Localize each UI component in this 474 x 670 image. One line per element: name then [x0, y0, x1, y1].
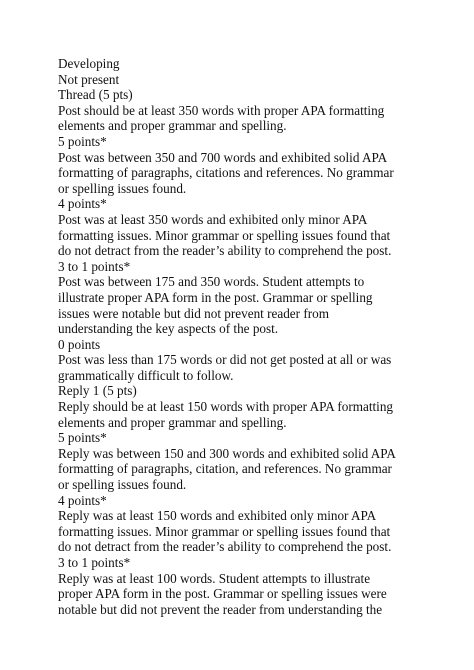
text-line: Post was between 175 and 350 words. Student attempts to — [58, 274, 365, 290]
text-line: Reply was at least 100 words. Student attempts to illustrate — [58, 570, 371, 586]
text-line: illustrate proper APA form in the post. Grammar or spelling — [58, 289, 373, 305]
text-line: formatting of paragraphs, citation, and references. No grammar — [58, 461, 392, 477]
text-line: understanding the key aspects of the post. — [58, 321, 279, 337]
text-line: formatting issues. Minor grammar or spelling issues found that — [58, 523, 391, 539]
points-label: 3 to 1 points* — [58, 555, 131, 570]
text-line: Reply was at least 150 words and exhibited only minor APA — [58, 508, 377, 524]
document-body — [58, 56, 466, 617]
text-line: grammatically difficult to follow. — [58, 367, 234, 383]
text-line: formatting issues. Minor grammar or spelling issues found that — [58, 227, 391, 243]
rubric-level-label: Developing — [58, 56, 120, 71]
points-label: 5 points* — [58, 133, 107, 149]
points-label: 3 to 1 points* — [58, 258, 131, 274]
text-line: do not detract from the reader’s ability to comprehend the post. — [58, 539, 392, 555]
text-line: issues were notable but did not prevent reader from — [58, 305, 329, 321]
text-line: Post was less than 175 words or did not get posted at all or was — [58, 352, 392, 368]
points-label: 0 points — [58, 336, 101, 352]
rubric-level-label: Not present — [58, 71, 120, 87]
text-line: or spelling issues found. — [58, 477, 187, 493]
text-line: Reply should be at least 150 words with proper APA formatting — [58, 399, 394, 415]
points-label: 4 points* — [58, 492, 107, 508]
section-heading-reply: Reply 1 (5 pts) — [58, 383, 137, 399]
section-heading-thread: Thread (5 pts) — [58, 87, 133, 103]
text-line: proper APA form in the post. Grammar or spelling issues were — [58, 586, 387, 602]
text-line: Post was between 350 and 700 words and exhibited solid APA — [58, 149, 388, 165]
text-line: Post should be at least 350 words with proper APA formatting — [58, 102, 385, 118]
text-line: elements and proper grammar and spelling. — [58, 118, 287, 134]
text-line: do not detract from the reader’s ability to comprehend the post. — [58, 243, 392, 259]
text-line: elements and proper grammar and spelling. — [58, 414, 287, 430]
points-label: 5 points* — [58, 430, 107, 446]
text-line: Post was at least 350 words and exhibited only minor APA — [58, 211, 368, 227]
text-line: formatting of paragraphs, citations and references. No grammar — [58, 165, 394, 181]
text-line: or spelling issues found. — [58, 180, 187, 196]
text-line: notable but did not prevent the reader from understanding the — [58, 601, 383, 617]
text-line: Reply was between 150 and 300 words and exhibited solid APA — [58, 445, 396, 461]
points-label: 4 points* — [58, 196, 107, 212]
